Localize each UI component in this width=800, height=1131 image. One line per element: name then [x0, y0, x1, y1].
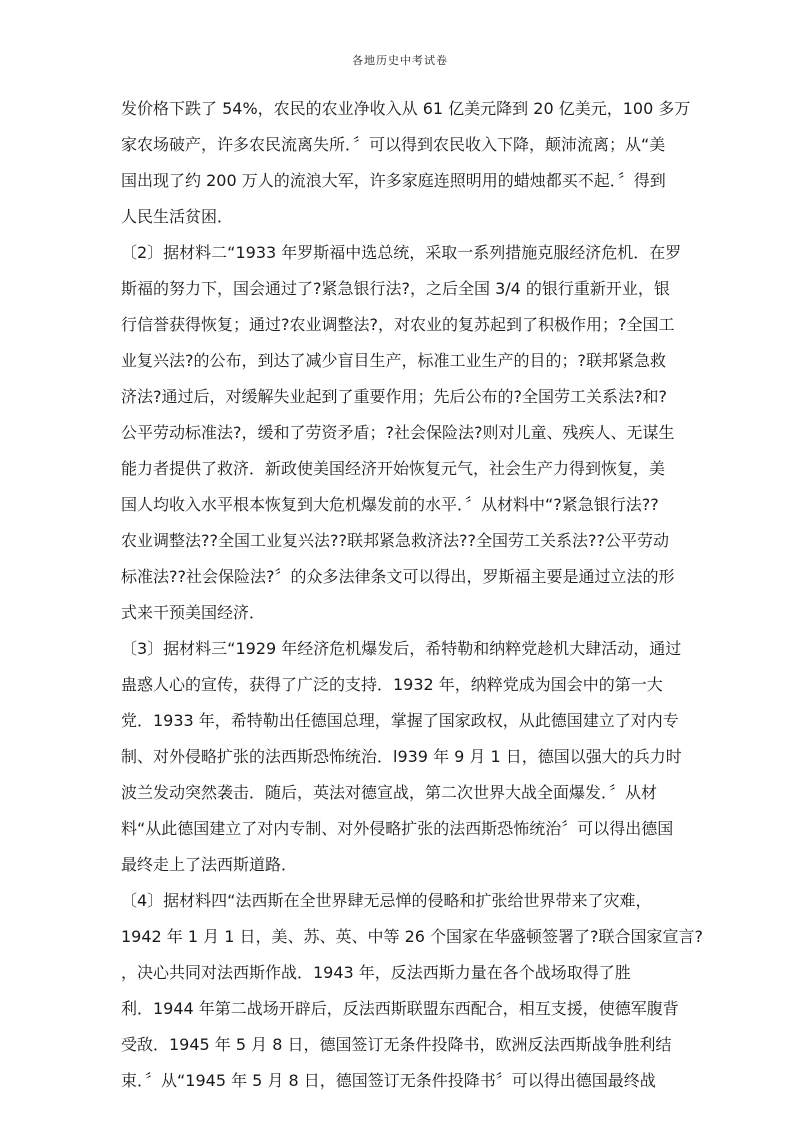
page-header: 各地历史中考试卷	[352, 54, 448, 67]
text-line: 波兰发动突然袭击．随后，英法对德宣战，第二次世界大战全面爆发．〞从材	[121, 783, 658, 802]
paragraph-1	[121, 96, 696, 230]
text-line: 1942 年 1 月 1 日，美、苏、英、中等 26 个国家在华盛顿签署了?联合国家宣言?	[121, 927, 704, 946]
paragraph-4	[121, 888, 704, 1094]
text-line: 公平劳动标准法?，缓和了劳资矛盾；?社会保险法?则对儿童、残疾人、无谋生	[121, 423, 675, 442]
text-line: 国出现了约 200 万人的流浪大军，许多家庭连照明用的蜡烛都买不起．〞得到	[121, 171, 666, 190]
text-line: 发价格下跌了 54%，农民的农业净收入从 61 亿美元降到 20 亿美元，100 多万	[121, 99, 691, 118]
text-line: ，决心共同对法西斯作战．1943 年，反法西斯力量在各个战场取得了胜	[121, 963, 631, 982]
text-line: 最终走上了法西斯道路．	[121, 855, 298, 874]
text-line: 制、对外侵略扩张的法西斯恐怖统治．l939 年 9 月 1 日，德国以强大的兵力时	[121, 747, 682, 766]
text-line: 受敌．1945 年 5 月 8 日，德国签订无条件投降书，欧洲反法西斯战争胜利结	[121, 1035, 672, 1054]
text-line: 〔3〕据材料三“1929 年经济危机爆发后，希特勒和纳粹党趁机大肆活动，通过	[121, 639, 682, 658]
text-line: 能力者提供了救济．新政使美国经济开始恢复元气，社会生产力得到恢复，美	[121, 459, 666, 478]
text-line: 〔2〕据材料二“1933 年罗斯福中选总统，采取一系列措施克服经济危机．在罗	[121, 243, 682, 262]
text-line: 党．1933 年，希特勒出任德国总理，掌握了国家政权，从此德国建立了对内专	[121, 711, 679, 730]
text-line: 利．1944 年第二战场开辟后，反法西斯联盟东西配合，相互支援，使德军腹背	[121, 999, 679, 1018]
text-line: 国人均收入水平根本恢复到大危机爆发前的水平．〞从材料中“?紧急银行法??	[121, 495, 659, 514]
text-line: 标准法??社会保险法?〞的众多法律条文可以得出，罗斯福主要是通过立法的形	[121, 567, 675, 586]
text-line: 料“从此德国建立了对内专制、对外侵略扩张的法西斯恐怖统治〞可以得出德国	[121, 819, 674, 838]
document-body	[121, 96, 704, 1104]
text-line: 农业调整法??全国工业复兴法??联邦紧急救济法??全国劳工关系法??公平劳动	[121, 531, 669, 550]
paragraph-2	[121, 240, 696, 626]
text-line: 式来干预美国经济．	[121, 603, 266, 622]
text-line: 束．〞从“1945 年 5 月 8 日，德国签订无条件投降书〞可以得出德国最终战	[121, 1071, 656, 1090]
text-line: 人民生活贫困．	[121, 207, 234, 226]
text-line: 济法?通过后，对缓解失业起到了重要作用；先后公布的?全国劳工关系法?和?	[121, 387, 667, 406]
text-line: 业复兴法?的公布，到达了减少盲目生产，标准工业生产的目的；?联邦紧急救	[121, 351, 666, 370]
paragraph-3	[121, 636, 696, 878]
text-line: 斯福的努力下，国会通过了?紧急银行法?，之后全国 3/4 的银行重新开业，银	[121, 279, 670, 298]
text-line: 家农场破产，许多农民流离失所．〞可以得到农民收入下降，颠沛流离；从“美	[121, 135, 666, 154]
text-line: 蛊惑人心的宣传，获得了广泛的支持．1932 年，纳粹党成为国会中的第一大	[121, 675, 663, 694]
text-line: 行信誉获得恢复；通过?农业调整法?，对农业的复苏起到了积极作用；?全国工	[121, 315, 675, 334]
text-line: 〔4〕据材料四“法西斯在全世界肆无忌惮的侵略和扩张给世界带来了灾难，	[121, 891, 652, 910]
